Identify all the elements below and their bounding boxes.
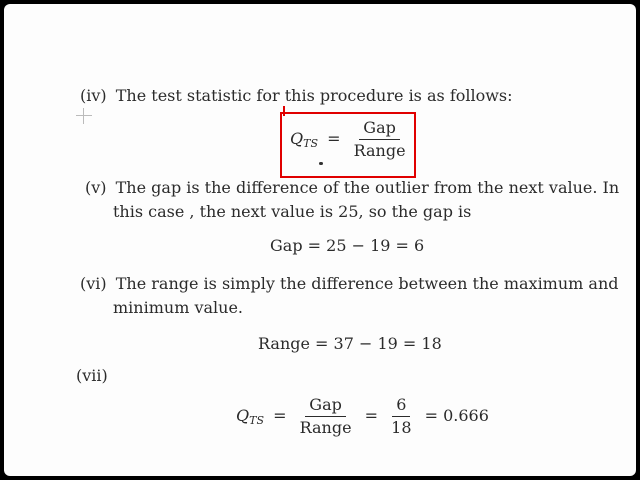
- equals-sign: =: [364, 406, 379, 425]
- item-v: [85, 176, 619, 200]
- item-label: (vii): [76, 366, 108, 385]
- fraction-numerator: 6: [392, 396, 410, 417]
- fraction-denominator: Range: [353, 141, 406, 160]
- q-symbol: Q: [236, 406, 250, 425]
- six-over-eighteen-fraction: [387, 396, 415, 437]
- gap-over-range-fraction: [296, 396, 356, 437]
- item-v-continuation: [113, 200, 471, 224]
- item-vi: [80, 272, 619, 296]
- item-text-line2: this case , the next value is 25, so the gap is: [113, 202, 472, 221]
- equals-sign: =: [327, 129, 341, 148]
- item-text-line2: minimum value.: [113, 298, 243, 317]
- fraction-numerator: Gap: [305, 396, 346, 417]
- item-iv: [80, 84, 513, 108]
- red-highlight-box: [280, 112, 416, 178]
- item-vii: [76, 364, 108, 388]
- q-subscript: TS: [249, 414, 264, 427]
- qts-result-equation: [236, 396, 489, 437]
- document-page: [4, 4, 636, 476]
- item-vi-continuation: [113, 296, 243, 320]
- item-text-line1: The range is simply the difference between the maximum and: [115, 274, 619, 293]
- item-label: (iv): [80, 86, 107, 105]
- equals-sign: =: [273, 406, 287, 425]
- fraction-numerator: Gap: [359, 119, 400, 140]
- q-symbol: Q: [290, 129, 304, 148]
- fraction-denominator: Range: [299, 418, 352, 437]
- item-text: The test statistic for this procedure is as follows:: [115, 86, 513, 105]
- item-label: (v): [85, 178, 107, 197]
- pen-cursor-dot: [319, 162, 323, 165]
- fraction-denominator: 18: [391, 418, 412, 437]
- gap-equation: Gap = 25 − 19 = 6: [270, 236, 425, 255]
- q-subscript: TS: [303, 137, 318, 150]
- result-value: = 0.666: [424, 406, 489, 425]
- item-text-line1: The gap is the difference of the outlier from the next value. In: [115, 178, 620, 197]
- item-label: (vi): [80, 274, 107, 293]
- range-equation: Range = 37 − 19 = 18: [258, 334, 442, 353]
- crosshair-cursor-icon: [76, 108, 92, 124]
